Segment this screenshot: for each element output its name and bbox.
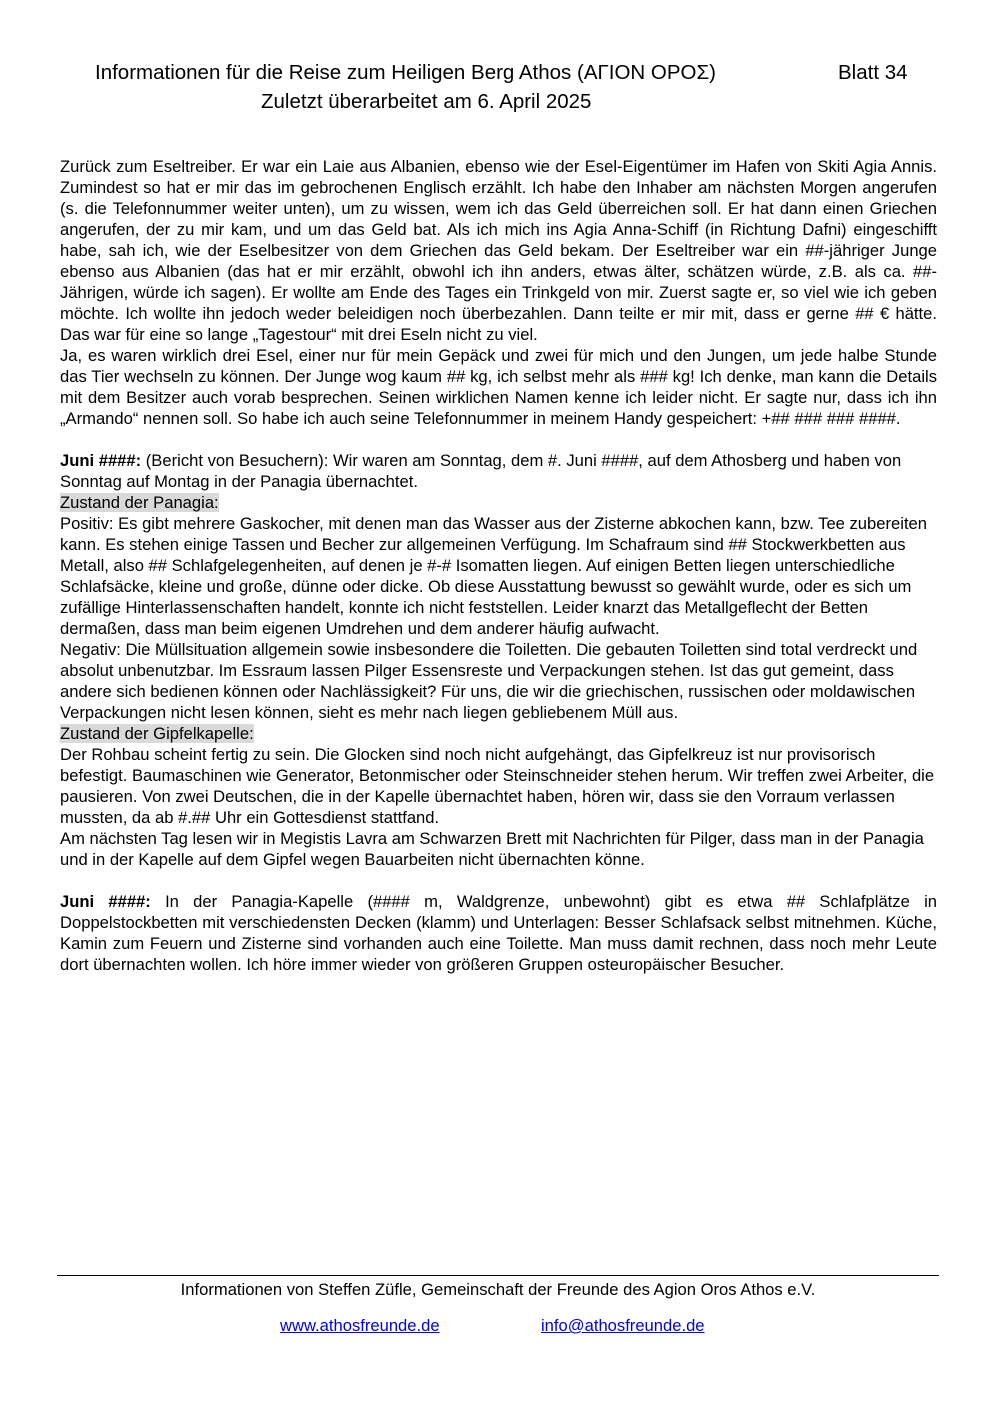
paragraph-next-day: Am nächsten Tag lesen wir in Megistis Lavra am Schwarzen Brett mit Nachrichten für Pilger, dass man in der Panagia und in der Kapelle auf dem Gipfel wegen Bauarbeiten nicht übernachten könne. [60, 829, 924, 869]
paragraph-positive: Positiv: Es gibt mehrere Gaskocher, mit denen man das Wasser aus der Zisterne abkochen kann, bzw. Tee zubereiten kann. Es stehen einige Tassen und Becher zur allgemeinen Verfügung. Im Schafraum sind ## Stockwerkbetten aus Metall, also ## Schlafgelegenheiten, auf denen je #-# Isomatten liegen. Auf einigen Betten liegen unterschiedliche Schlafsäcke, kleine und große, dünne oder dicke. Ob diese Ausstattung bewusst so gewählt wurde, oder es sich um zufällige Hinterlassenschaften handelt, konnte ich nicht feststellen. Leider knarzt das Metallgeflecht der Betten dermaßen, dass man beim eigenen Umdrehen und dem anderer häufig aufwacht. [60, 514, 928, 638]
document-title: Informationen für die Reise zum Heiligen Berg Athos (ΑΓΙΟΝ ΟΡΟΣ) [95, 61, 716, 84]
entry-visitor-report [60, 450, 937, 492]
document-body [60, 156, 937, 975]
sheet-number: Blatt 34 [838, 61, 908, 84]
footer-credit: Informationen von Steffen Züfle, Gemeinschaft der Freunde des Agion Oros Athos e.V. [180, 1280, 816, 1299]
paragraph-negative: Negativ: Die Müllsituation allgemein sowie insbesondere die Toiletten. Die gebauten Toiletten sind total verdreckt und absolut unbenutzbar. Im Essraum lassen Pilger Essensreste und Verpackungen stehen. Ist das gut gemeint, dass andere sich bedienen können oder Nachlässigkeit? Für uns, die wir die griechischen, russischen oder moldawischen Verpackungen nicht lesen können, sieht es mehr nach liegen gebliebenem Müll aus. [60, 640, 918, 722]
heading-panagia: Zustand der Panagia: [60, 493, 219, 512]
entry-text: In der Panagia-Kapelle (#### m, Waldgrenze, unbewohnt) gibt es etwa ## Schlafplätze in Doppelstockbetten mit verschiedensten Decken (klamm) und Unterlagen: Besser Schlafsack selbst mitnehmen. Küche, Kamin zum Feuern und Zisterne sind vorhanden auch eine Toilette. Man muss damit rechnen, dass noch mehr Leute dort übernachten wollen. Ich höre immer wieder von größeren Gruppen osteuropäischer Besucher. [60, 892, 937, 974]
entry-intro: (Bericht von Besuchern): Wir waren am Sonntag, dem #. Juni ####, auf dem Athosberg und haben von Sonntag auf Montag in der Panagia übernachtet. [60, 451, 902, 491]
section-heading-chapel [60, 723, 937, 744]
website-link[interactable]: www.athosfreunde.de [280, 1316, 440, 1335]
spacer [60, 429, 937, 450]
spacer [60, 870, 937, 891]
paragraph-chapel: Der Rohbau scheint fertig zu sein. Die Glocken sind noch nicht aufgehängt, das Gipfelkreuz ist nur provisorisch befestigt. Baumaschinen wie Generator, Betonmischer oder Steinschneider stehen herum. Wir treffen zwei Arbeiter, die pausieren. Von zwei Deutschen, die in der Kapelle übernachtet haben, hören wir, dass sie den Vorraum verlassen mussten, da ab #.## Uhr ein Gottesdienst stattfand. [60, 745, 935, 827]
entry-panagia-chapel [60, 891, 937, 975]
email-link[interactable]: info@athosfreunde.de [541, 1316, 705, 1335]
paragraph-donkey-driver: Zurück zum Eseltreiber. Er war ein Laie aus Albanien, ebenso wie der Esel-Eigentümer im Hafen von Skiti Agia Annis. Zumindest so hat er mir das im gebrochenen Englisch erzählt. Ich habe den Inhaber am nächsten Morgen angerufen (s. die Telefonnummer weiter unten), um zu wissen, wem ich das Geld überreichen soll. Er hat dann einen Griechen angerufen, der zu mir kam, und um das Geld bat. Als ich mich ins Agia Anna-Schiff (in Richtung Dafni) eingeschifft habe, sah ich, wie der Eselbesitzer von dem Griechen das Geld bekam. Der Eseltreiber war ein ##-jähriger Junge ebenso aus Albanien (das hat er mir erzählt, obwohl ich ihn anders, etwas älter, schätzen würde, z.B. als ca. ##-Jährigen, würde ich sagen). Er wollte am Ende des Tages ein Trinkgeld von mir. Zuerst sagte er, so viel wie ich geben möchte. Ich wollte ihn jedoch weder beleidigen noch überbezahlen. Dann teilte er mir mit, dass er gerne ## € hätte. Das war für eine so lange „Tagestour“ mit drei Eseln nicht zu viel. [60, 157, 937, 344]
section-heading-panagia [60, 492, 937, 513]
last-updated: Zuletzt überarbeitet am 6. April 2025 [261, 90, 592, 113]
paragraph-three-donkeys: Ja, es waren wirklich drei Esel, einer nur für mein Gepäck und zwei für mich und den Jungen, um jede halbe Stunde das Tier wechseln zu können. Der Junge wog kaum ## kg, ich selbst mehr als ### kg! Ich denke, man kann die Details mit dem Besitzer auch vorab besprechen. Seinen wirklichen Namen kenne ich leider nicht. Er sagte nur, dass ich ihn „Armando“ nennen soll. So habe ich auch seine Telefonnummer in meinem Handy gespeichert: +## ### ### ####. [60, 346, 937, 428]
entry-date: Juni ####: [60, 451, 142, 470]
heading-chapel: Zustand der Gipfelkapelle: [60, 724, 254, 743]
entry-date: Juni ####: [60, 892, 151, 911]
footer-divider [57, 1275, 939, 1276]
